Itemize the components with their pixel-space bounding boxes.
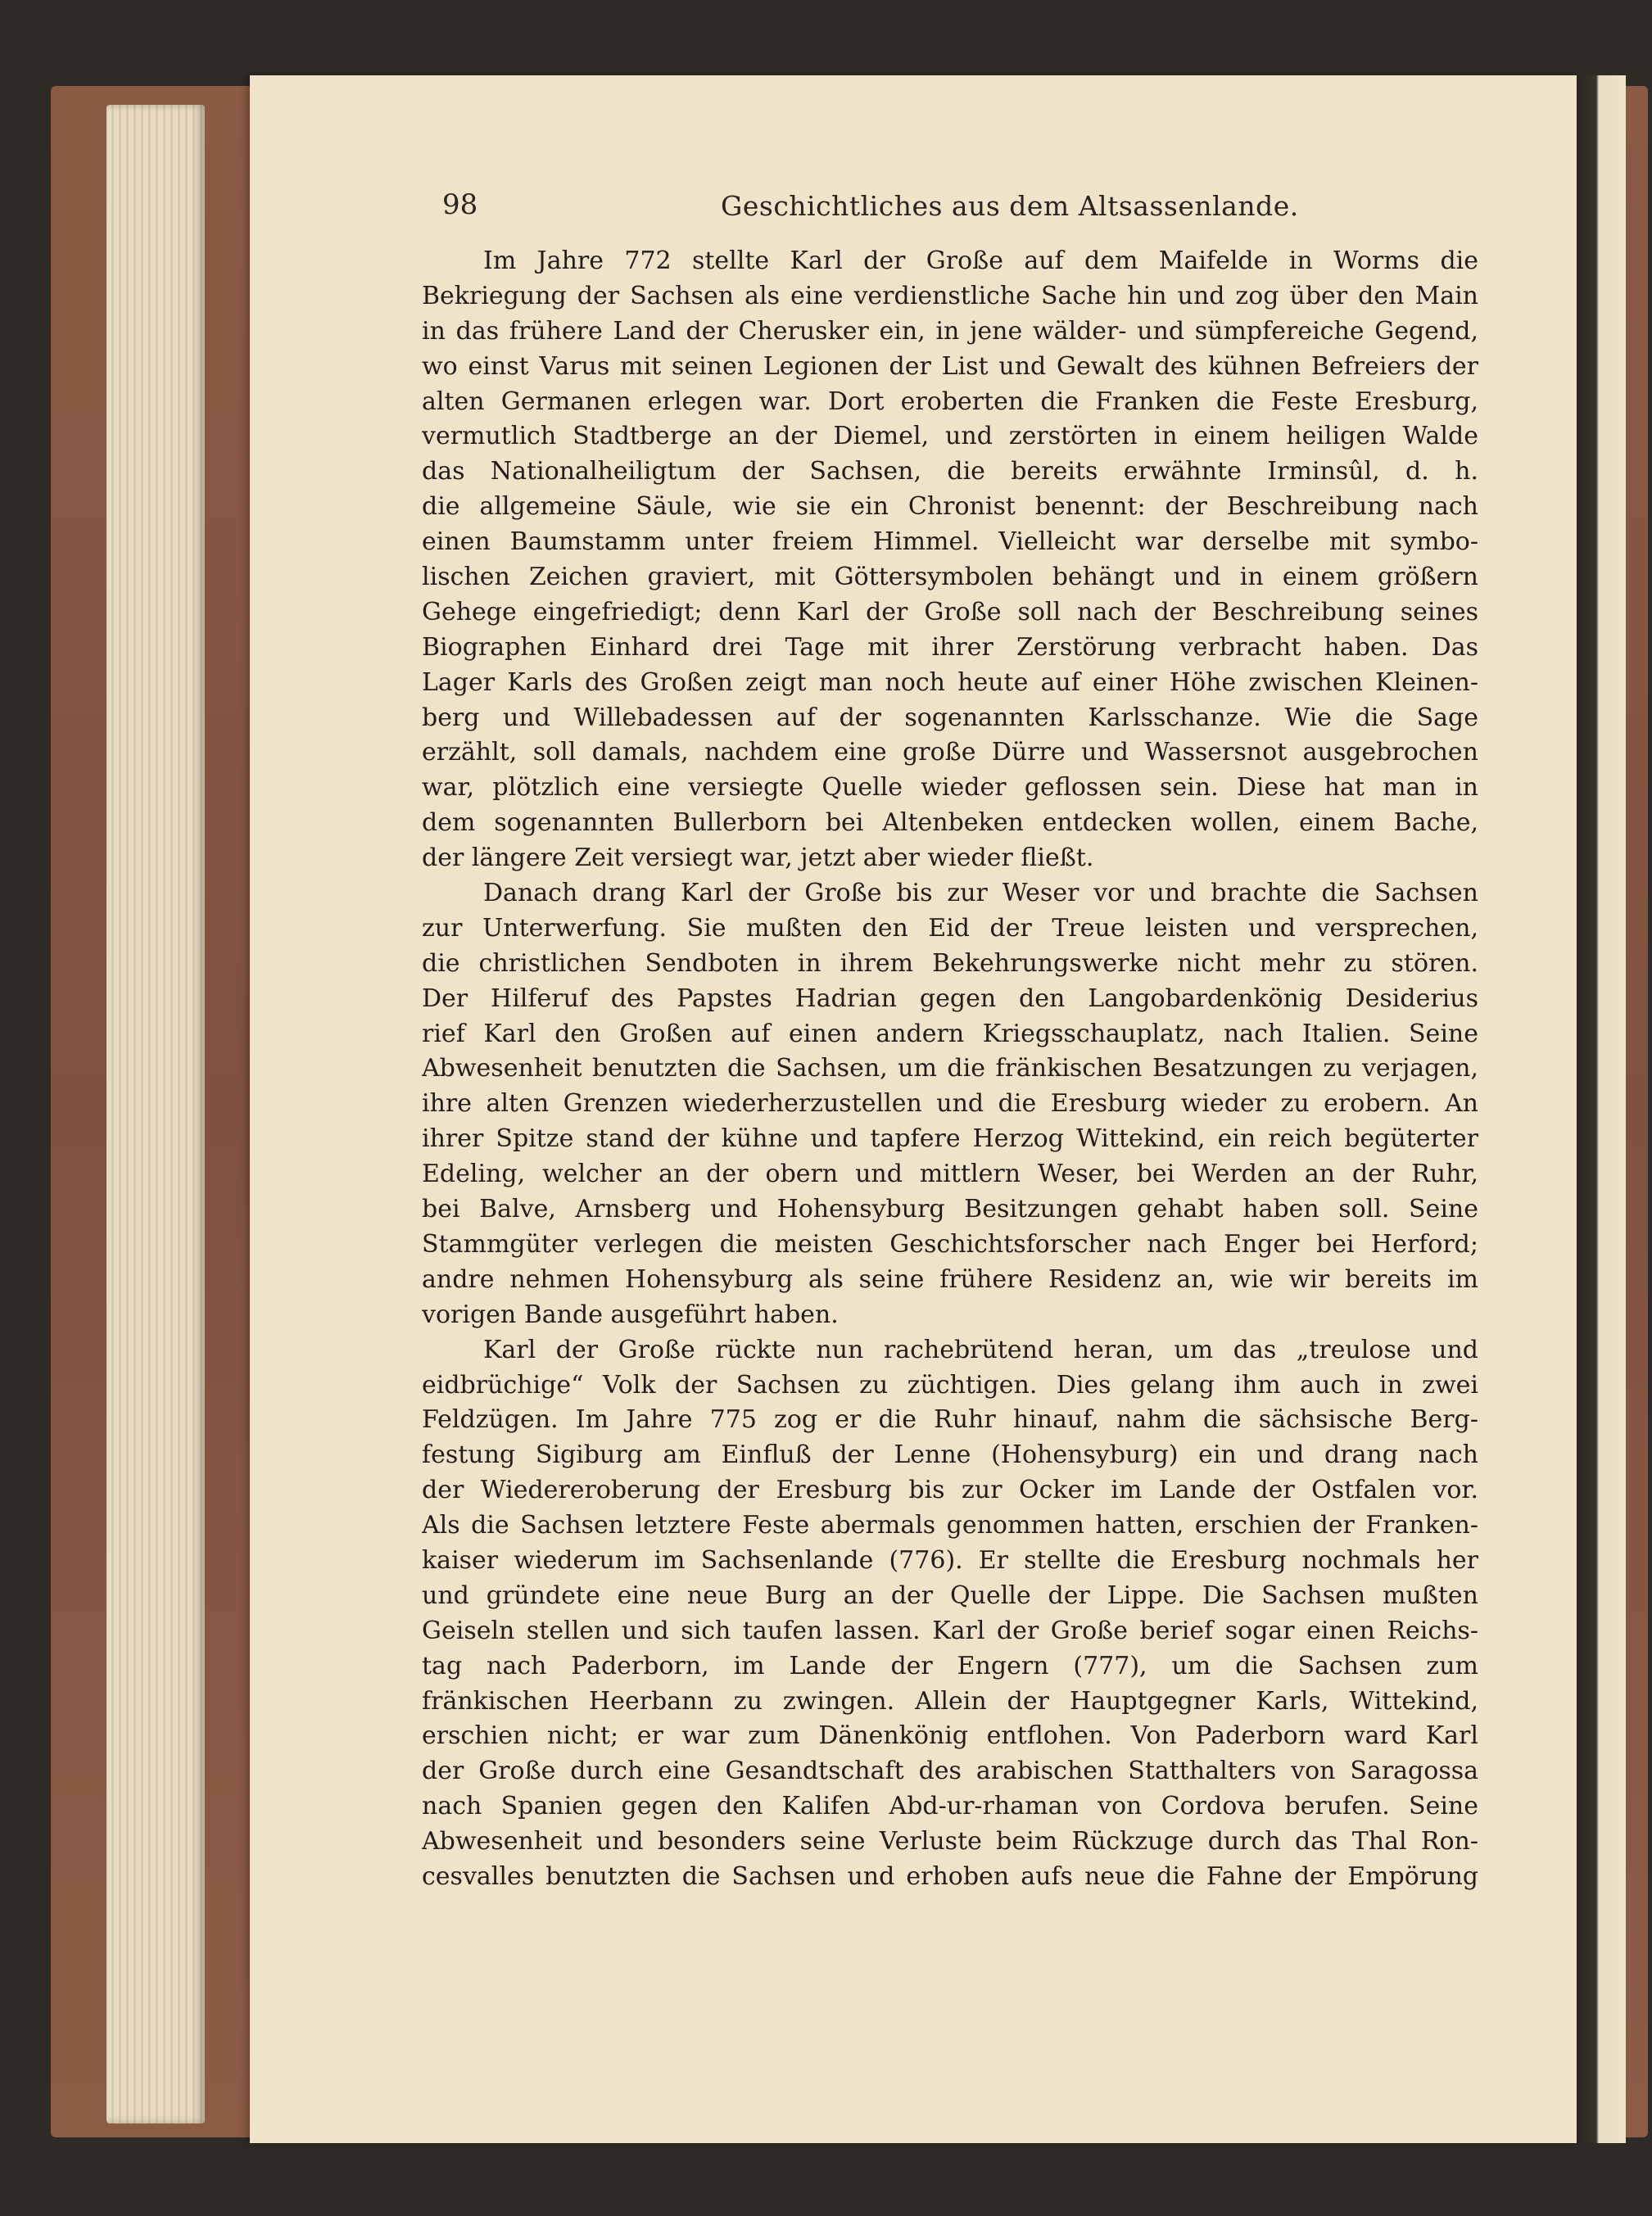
text-line: der Große durch eine Gesandtschaft des arabischen Statthalters von Saragossa <box>422 1757 1478 1786</box>
text-line: Stammgüter verlegen die meisten Geschichtsforscher nach Enger bei Herford; <box>422 1229 1478 1259</box>
text-line: Abwesenheit und besonders seine Verluste beim Rückzuge durch das Thal Ron- <box>422 1827 1478 1856</box>
text-line: alten Germanen erlegen war. Dort eroberten die Franken die Feste Eresburg, <box>422 387 1478 416</box>
text-line: einen Baumstamm unter freiem Himmel. Vielleicht war derselbe mit symbo- <box>422 527 1478 557</box>
text-line: nach Spanien gegen den Kalifen Abd-ur-rhaman von Cordova berufen. Seine <box>422 1792 1478 1821</box>
text-line: erschien nicht; er war zum Dänenkönig entflohen. Von Paderborn ward Karl <box>422 1721 1478 1751</box>
text-line: Karl der Große rückte nun rachebrütend heran, um das „treulose und <box>483 1335 1478 1364</box>
text-line: dem sogenannten Bullerborn bei Altenbeken entdecken wollen, einem Bache, <box>422 808 1478 838</box>
text-line: ihre alten Grenzen wiederherzustellen und die Eresburg wieder zu erobern. An <box>422 1089 1478 1119</box>
text-line: rief Karl den Großen auf einen andern Kriegsschauplatz, nach Italien. Seine <box>422 1019 1478 1048</box>
body-text <box>422 244 1478 1895</box>
text-line: zur Unterwerfung. Sie mußten den Eid der Treue leisten und versprechen, <box>422 913 1478 943</box>
text-line: Lager Karls des Großen zeigt man noch heute auf einer Höhe zwischen Kleinen- <box>422 667 1478 697</box>
text-line: festung Sigiburg am Einfluß der Lenne (Hohensyburg) ein und drang nach <box>422 1440 1478 1470</box>
text-line: in das frühere Land der Cherusker ein, in jene wälder- und sümpfereiche Gegend, <box>422 316 1478 346</box>
text-line: andre nehmen Hohensyburg als seine frühere Residenz an, wie wir bereits im <box>422 1264 1478 1294</box>
text-line: lischen Zeichen graviert, mit Göttersymbolen behängt und in einem größern <box>422 563 1478 592</box>
text-line: Im Jahre 772 stellte Karl der Große auf dem Maifelde in Worms die <box>483 246 1478 275</box>
text-line: der längere Zeit versiegt war, jetzt aber wieder fließt. <box>422 843 1094 873</box>
page-number: 98 <box>442 188 478 221</box>
text-line: vorigen Bande ausgeführt haben. <box>422 1300 839 1329</box>
text-line: Geiseln stellen und sich taufen lassen. Karl der Große berief sogar einen Reichs- <box>422 1616 1478 1645</box>
text-line: Edeling, welcher an der obern und mittlern Weser, bei Werden an der Ruhr, <box>422 1160 1478 1189</box>
text-line: die allgemeine Säule, wie sie ein Chronist benennt: der Beschreibung nach <box>422 492 1478 522</box>
text-line: Der Hilferuf des Papstes Hadrian gegen den Langobardenkönig Desiderius <box>422 984 1478 1013</box>
text-line: der Wiedereroberung der Eresburg bis zur Ocker im Lande der Ostfalen vor. <box>422 1476 1478 1505</box>
text-line: vermutlich Stadtberge an der Diemel, und zerstörten in einem heiligen Walde <box>422 422 1478 451</box>
text-line: eidbrüchige“ Volk der Sachsen zu züchtigen. Dies gelang ihm auch in zwei <box>422 1370 1478 1400</box>
text-line: cesvalles benutzten die Sachsen und erhoben aufs neue die Fahne der Empörung <box>422 1861 1478 1891</box>
text-line: Abwesenheit benutzten die Sachsen, um die fränkischen Besatzungen zu verjagen, <box>422 1054 1478 1083</box>
text-line: fränkischen Heerbann zu zwingen. Allein der Hauptgegner Karls, Wittekind, <box>422 1686 1478 1716</box>
text-line: Danach drang Karl der Große bis zur Weser vor und brachte die Sachsen <box>483 879 1478 908</box>
text-line: Biographen Einhard drei Tage mit ihrer Zerstörung verbracht haben. Das <box>422 632 1478 662</box>
text-line: Bekriegung der Sachsen als eine verdienstliche Sache hin und zog über den Main <box>422 281 1478 310</box>
text-line: Gehege eingefriedigt; denn Karl der Große soll nach der Beschreibung seines <box>422 597 1478 626</box>
page-header <box>442 188 1491 237</box>
text-line: Feldzügen. Im Jahre 775 zog er die Ruhr hinauf, nahm die sächsische Berg- <box>422 1405 1478 1435</box>
text-line: kaiser wiederum im Sachsenlande (776). Er stellte die Eresburg nochmals her <box>422 1545 1478 1575</box>
running-title: Geschichtliches aus dem Altsassenlande. <box>721 190 1299 222</box>
text-line: bei Balve, Arnsberg und Hohensyburg Besitzungen gehabt haben soll. Seine <box>422 1195 1478 1224</box>
text-line: und gründete eine neue Burg an der Quelle der Lippe. Die Sachsen mußten <box>422 1581 1478 1610</box>
text-line: tag nach Paderborn, im Lande der Engern (777), um die Sachsen zum <box>422 1651 1478 1680</box>
text-line: ihrer Spitze stand der kühne und tapfere Herzog Wittekind, ein reich begüterter <box>422 1124 1478 1154</box>
text-line: berg und Willebadessen auf der sogenannten Karlsschanze. Wie die Sage <box>422 703 1478 732</box>
page-edges <box>106 105 205 2123</box>
text-line: die christlichen Sendboten in ihrem Bekehrungswerke nicht mehr zu stören. <box>422 948 1478 978</box>
text-line: Als die Sachsen letztere Feste abermals genommen hatten, erschien der Franken- <box>422 1511 1478 1540</box>
book-gutter <box>1577 75 1626 2143</box>
text-line: das Nationalheiligtum der Sachsen, die bereits erwähnte Irminsûl, d. h. <box>422 457 1478 486</box>
text-line: war, plötzlich eine versiegte Quelle wieder geflossen sein. Diese hat man in <box>422 773 1478 803</box>
text-line: erzählt, soll damals, nachdem eine große Dürre und Wassersnot ausgebrochen <box>422 738 1478 767</box>
text-line: wo einst Varus mit seinen Legionen der List und Gewalt des kühnen Befreiers der <box>422 351 1478 381</box>
